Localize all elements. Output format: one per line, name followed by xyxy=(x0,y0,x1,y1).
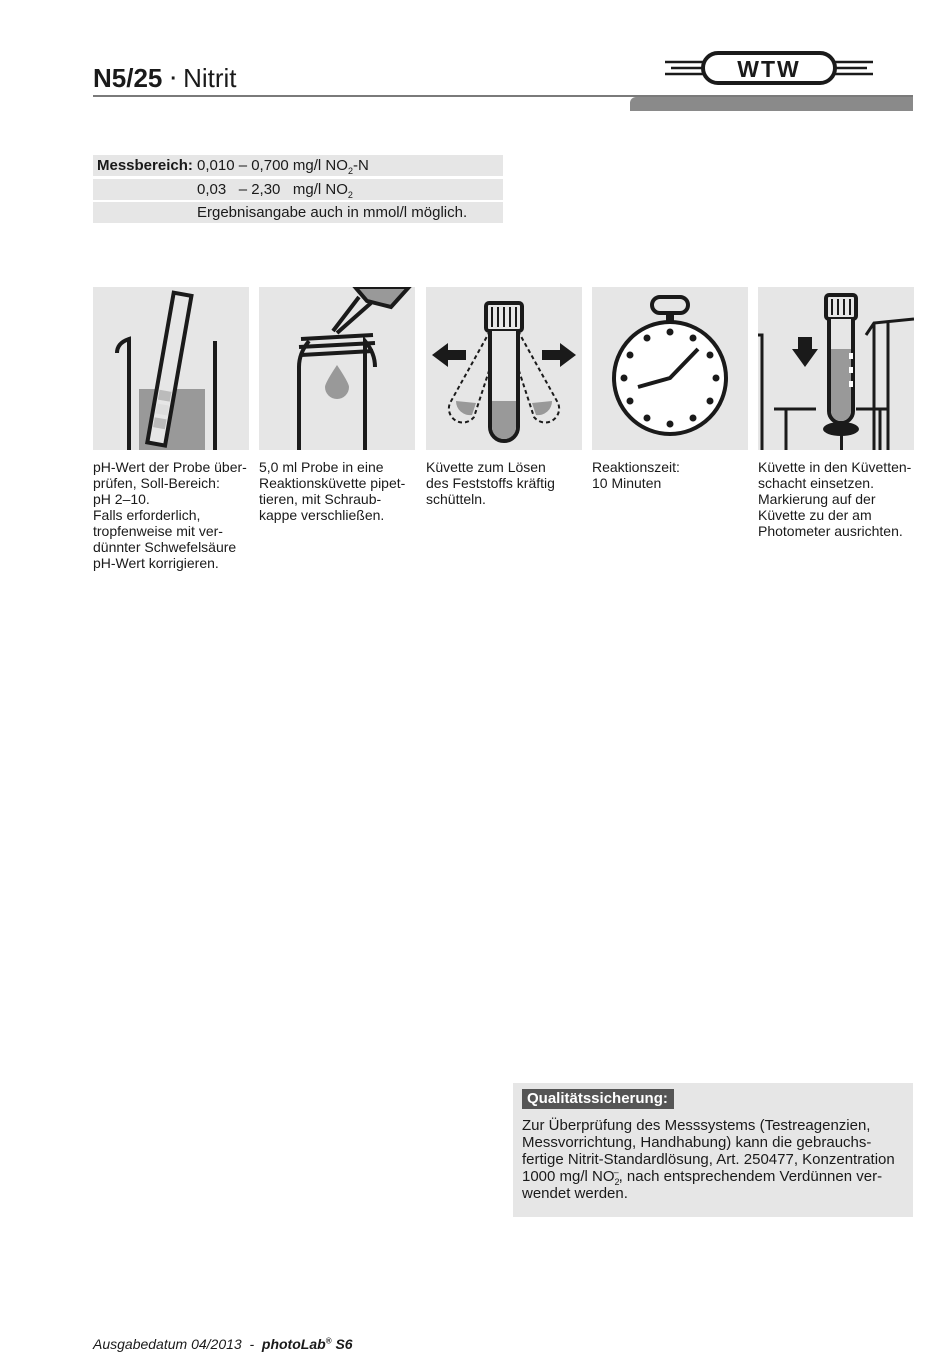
wtw-logo xyxy=(665,50,873,86)
quality-assurance-box xyxy=(513,1083,913,1217)
step-3-illustration xyxy=(426,287,582,450)
product-name: photoLab xyxy=(261,1336,326,1352)
quality-assurance-text: Zur Überprüfung des Messsystems (Testreagenzien, Messvorrichtung, Handhabung) kann die gebrauchs-fertige Nitrit-Standardlösung, Art. 250477, Konzentration 1000 mg/l $NO_2^-$, nach entsprechendem Verdünnen ver-wendet werden. xyxy=(522,1117,895,1202)
title-separator: · xyxy=(170,68,178,90)
step-5-illustration xyxy=(758,287,914,450)
pipette-cuvette-icon xyxy=(259,287,415,450)
measuring-range-note: Ergebnisangabe auch in mmol/l möglich. xyxy=(93,202,503,223)
beaker-test-strip-icon xyxy=(93,287,249,450)
product-model: S6 xyxy=(331,1336,353,1352)
measuring-range-row xyxy=(93,179,503,200)
header-bar xyxy=(630,97,913,111)
step-4-text: Reaktionszeit: 10 Minuten xyxy=(592,459,680,491)
method-code: N5/25 xyxy=(93,63,163,93)
step-1-illustration xyxy=(93,287,249,450)
measuring-range-value: 0,010 – 0,700 mg/l $NO_2-N$ xyxy=(197,157,369,176)
measuring-range-row xyxy=(93,155,503,176)
step-1-text: pH-Wert der Probe über- prüfen, Soll-Bereich: pH 2–10. Falls erforderlich, tropfenweise mit ver- dünnter Schwefelsäure pH-Wert korrigieren. xyxy=(93,459,247,571)
quality-assurance-title: Qualitätssicherung: xyxy=(522,1089,674,1109)
step-4-illustration xyxy=(592,287,748,450)
stopwatch-icon xyxy=(592,287,748,450)
insert-cuvette-icon xyxy=(758,287,914,450)
step-2-text: 5,0 ml Probe in eine Reaktionsküvette pipet- tieren, mit Schraub- kappe verschließen. xyxy=(259,459,406,523)
page-title xyxy=(93,62,237,97)
logo-text: WTW xyxy=(737,56,801,82)
method-name: Nitrit xyxy=(183,63,237,93)
step-5-text: Küvette in den Küvetten- schacht einsetzen. Markierung auf der Küvette zu der am Photometer ausrichten. xyxy=(758,459,912,539)
footer xyxy=(93,1336,353,1352)
shake-cuvette-icon xyxy=(426,287,582,450)
step-3-text: Küvette zum Lösen des Feststoffs kräftig schütteln. xyxy=(426,459,555,507)
measuring-range-value: 0,03 – 2,30 mg/l $NO_2$ xyxy=(197,181,353,200)
registered-mark: ® xyxy=(325,1336,332,1346)
edition-date: Ausgabedatum 04/2013 - xyxy=(93,1336,262,1352)
measuring-range-label: Messbereich: xyxy=(97,157,193,174)
step-2-illustration xyxy=(259,287,415,450)
